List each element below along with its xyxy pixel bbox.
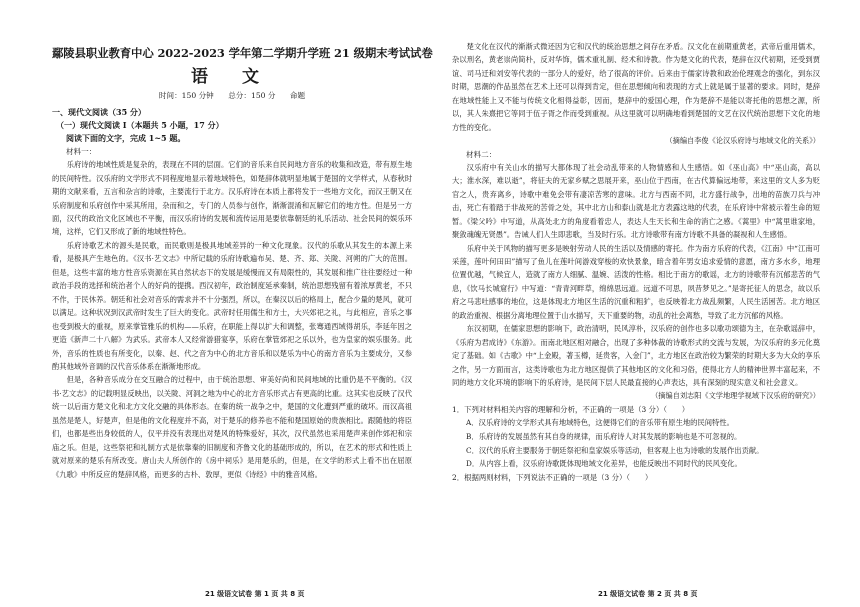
page-right — [430, 0, 860, 607]
option-a: A．汉乐府诗的文学形式具有地域特色，这便得它们的音乐带有原生地的民间特性。 — [466, 418, 734, 428]
instruction: 阅读下面的文字，完成 1~5 题。 — [66, 133, 186, 143]
page-footer-right: 21 级语文试卷 第 2 页 共 8 页 — [598, 590, 698, 598]
paragraph: 乐府中关于风物的描写更多是映射劳动人民的生活以及情感的寄托。作为南方乐府的代表，《江南》中“江南可采莲，莲叶何田田”描写了鱼儿在莲叶间游戏穿梭的欢快景象，暗含着年男女追求爱情的意愿，南方多水乡，地理位置优越，气候宜人，造就了南方人细腻、温婉、活泼的性格。相比于南方的歌谣，北方的诗歌带有沉郁悲苦的气息，《饮马长城窟行》中写道：“青青河畔草，绵绵思远道。远道不可思，夙昔梦见之。”是寄托征人的思念，故以乐府之马悲吐感事的地位，这是体现北方地区生活的沉重和粗犷，也反映着北方战乱频繁，人民生活困苦。北方地区的政治重视、根据分离地理位置于山水描写，天下重要的物，动乱的社会离愁，导致了北方沉郁的风格。 — [452, 243, 820, 320]
paragraph: 汉乐府中有关山水的描写大都体现了社会动乱带来的人物情感和人生感悟。如《巫山高》中“巫山高，高以大；淮水深，难以逝”，将征夫的无家乡赋之思展开来，巫山位于西南，在古代算偏远地带，来这里的文人多为贬官之人，贵弃离乡，诗歌中难免会带有凄凉苦寒的意味。北方与西南不同，北方盛行战争，出地的苗族刀兵与冲击，死亡有着踏于非战死的苦骨之处，其中北方山和泰山就是北方表露这地的代表，在乐府诗中常被示着生命的短暂。《梁父吟》中写道，从高处北方的角度看着忠人，表达人生天长和生命的消亡之感。《蒿里》中“蒿里谁家地，聚敛魂魄无贤愚”。告诫人们人生即悲歌，当及时行乐。北方诗歌带有南方诗歌不具备的凝视和人生感悟。 — [452, 162, 820, 240]
paragraph: 乐府诗歌艺术的源头是民歌，而民歌则是极具地域差异的一种文化现象。汉代的乐歌从其发生的本源上来看，是极具产生地色的。《汉书·艺文志》中所记载的乐府诗歌遍布吴、楚、齐、郑、关陇、河朔的广大的范围。但是，这些丰富的地方性音乐资源在其自然状态下的发展是缓慢而又有局限性的，其发展和推广往往要经过一种政治手段的选择和统治者个人的好尚的提携。西汉初年，政治制度延承秦制，统治思想残留有着浓厚黄老，不只不作，于民休养。朝廷和社会对音乐的需求并不十分强烈，所以，在秦汉以后的格局上，配合少量的楚风，就可以满足。这种状况到汉武帝时发生了巨大的变化。武帝时任用儒生和方士，大兴郊祀之礼，与此相应，音乐之事也受到极大的重视，原来掌管雅乐的机构——乐府，在职能上得以扩大和调整，张骞通西域得胡乐，李延年因之更造《新声二十八解》为武乐。武帝本人又经常游猎宴享，乐府在掌管郊祀之乐以外，也为皇家的娱乐服务。此外，音乐的性质也有所变化，以秦、赵、代之音为中心的北方音乐和以楚乐为中心的南方音乐为主要成分，又参酌其他域外音调的汉代音乐体系在渐渐地形成。 — [52, 240, 412, 371]
option-b: B．乐府诗的发展虽然有其自身的规律，而乐府诗人对其发展的影响也是不可忽视的。 — [466, 432, 742, 442]
question-1: 1．下列对材料相关内容的理解和分析，不正确的一项是（3 分）（ ） — [452, 404, 690, 414]
exam-setter: 命题 — [289, 91, 306, 100]
paragraph: 但是，各种音乐成分在交互融合的过程中，由于统治思想、审美好尚和民间地域的比重仍是不平衡的。《汉书·艺文志》的记载明显反映出，以关陇、河洞之地为中心的北方音乐形式占有更高的比重。这其实也反映了汉代统一以后南方楚文化和北方文化交融的具体形态。在秦的统一战争之中，楚国的文化遭到严重的破坏。而汉高祖虽然是楚人，好楚声，但是他的文化程度并不高，对于楚乐的修养也不能和楚国原始的贵族相比。跟随他的将臣们，也都是些出身较低的人，仅平并没有表现出对楚风的特殊爱好，其次，汉代虽然也采用楚声来创作郊祀和宗庙之乐。但是，这些祭祀和礼制方式是依靠秦的旧制度和齐鲁文化的基础形成的，所以，在艺术的形式和性质上就对原来的楚乐有所改变。唐山夫人所创作的《房中祠乐》是用楚乐的，但是，在文学的形式上看不出在屈原《九歌》中所反应的楚辞风格，而更多的古朴、敦厚，更似《诗经》中的雅音风格。 — [52, 375, 412, 479]
section-heading: 一、现代文阅读（35 分） — [52, 107, 146, 117]
subsection-heading: （一）现代文阅读 I（本题共 5 小题，17 分） — [56, 120, 224, 130]
subject-title: 语 文 — [191, 67, 273, 87]
paragraph: 乐府诗的地域性质是复杂的，表现在不同的层面。它们的音乐来自民间地方音乐的收集和改造，带有原生地的民间特性。汉乐府的文学形式不同程度地显示着地域特色，如楚辞体就明显地属于楚国的文学样式，从春秋时期的文献来看，五言和杂言的诗歌，主要流行于北方。汉乐府诗在本质上都将发于一些地方文化，而汉王朝又在乐府制度和乐府创作中采其所用，杂而和之，专门的人员参与创作，渐渐混淆和瓦解它们的地方性。但是另一方面，汉代的政治文化区域也不平衡，而汉乐府诗的发展和流传运用是要依靠朝廷的礼乐活动、社会民间的娱乐环境，这样，它们又形成了新的地域性特色。 — [52, 160, 412, 237]
source-citation: （摘编自李俊《论汉乐府诗与地域文化的关系》） — [665, 136, 820, 146]
option-d: D．从内容上看，汉乐府诗歌既体现地域文化差异，也能反映出不同时代的民风变化。 — [466, 459, 742, 469]
exam-score: 总分：150 分 — [228, 91, 276, 100]
source-citation: （摘编自刘志阳《文学地理学视域下汉乐府的研究》） — [651, 391, 820, 401]
paragraph: 东汉初期，在儒家思想的影响下，政治清明，民风淳朴，汉乐府的创作也多以歌功颂德为主，在杂歌谣辞中，《乐府为君成诗》《东游》。而南北地区相对融合，出现了多种体裁的诗歌形式的交流与发展，为汉乐府的多元化奠定了基础。如《古歌》中“上金殿，著玉樽，延贵客，入金门”，北方地区在政治较为繁荣的时期大多为大众的享乐之作，另一方面而言，这类诗歌也为北方地区提供了其他地区的文化和习俗，使得北方人的精神世界丰富起来，不同的地方文化环境的影响下的乐府诗，是民间下层人民最直接的心声表达，具有深刻的现实意义和社会意义。 — [452, 324, 820, 388]
exam-time: 时间：150 分钟 — [158, 91, 214, 100]
exam-meta — [52, 90, 412, 102]
paragraph: 楚文化在汉代的渐渐式微还因为它和汉代的统治思想之间存在矛盾。汉文化在前期重黄老，武帝后重用儒术，杂以刑名，黄老崇尚简朴，反对华饰，儒术重礼制、经术和诗教。作为楚文化的代表，楚辞在汉代初期，还受到贾谊、司马迁和刘安等代表的一部分人的爱好，给了很高的评价。后来由于儒家诗教和政治伦理观念的强化，到东汉时期，思潮的作品虽然在艺术上还可以得到肯定，但在思想倾向和表现的方式上就是属于显著的要求。同时，楚辞在地域性能上又不能与传统文化相得益彰，因而，楚辞中的爱国心理，作为楚辞不是能以寄托他的思想之源，所以，其人朱熹把它等同于伍子胥之作而受到重视。从这里就可以明确地看到楚国的文艺在汉代统治思想下文化的地方性的变化。 — [452, 42, 820, 132]
page-footer-left: 21 级语文试卷 第 1 页 共 8 页 — [205, 590, 305, 598]
exam-title: 鄢陵县职业教育中心 2022-2023 学年第二学期升学班 21 级期末考试试卷 — [52, 46, 433, 60]
option-c: C．汉代的乐府主要服务于朝廷祭祀和皇家娱乐等活动，但客观上也为诗歌的发展作出贡献。 — [466, 445, 764, 455]
material-label: 材料二： — [466, 149, 497, 159]
question-2: 2．根据两则材料，下列说法不正确的一项是（3 分）（ ） — [452, 472, 653, 482]
material-label: 材料一： — [66, 147, 97, 156]
